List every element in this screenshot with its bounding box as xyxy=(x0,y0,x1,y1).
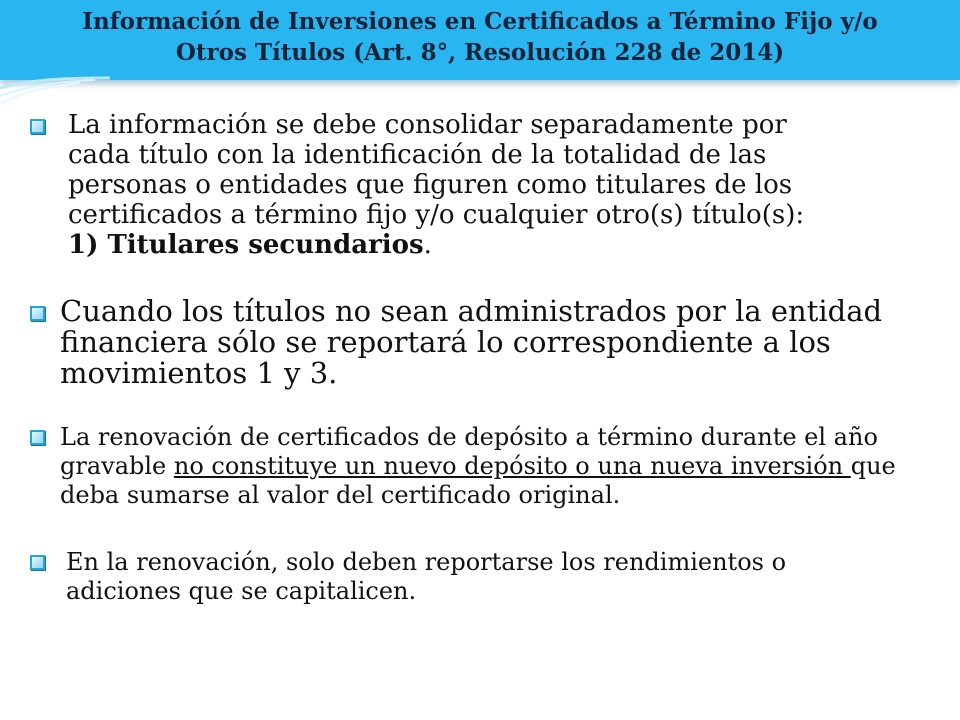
bullet-line: En la renovación, solo deben reportarse los rendimientos o xyxy=(66,548,787,576)
bullet-text xyxy=(60,110,930,260)
decorative-swoosh xyxy=(0,74,110,114)
bullet-line: certificados a término fijo y/o cualquier otro(s) título(s): xyxy=(68,200,805,230)
title-bar xyxy=(0,0,960,80)
bullet-line: financiera sólo se reportará lo correspondiente a los xyxy=(60,325,831,359)
bullet-line: personas o entidades que figuren como titulares de los xyxy=(68,170,793,200)
bullet-pre-text: La renovación de certificados de depósito a término durante el año gravable xyxy=(60,423,878,480)
bullet-line: movimientos 1 y 3. xyxy=(60,356,338,390)
bullet-item-consolidation xyxy=(30,110,930,260)
hollow-square-bullet-icon xyxy=(30,555,45,570)
bullet-item-administration xyxy=(30,296,930,389)
bullet-line: cada título con la identificación de la totalidad de las xyxy=(68,140,767,170)
hollow-square-bullet-icon xyxy=(30,306,45,321)
bullet-line: adiciones que se capitalicen. xyxy=(66,577,417,605)
hollow-square-bullet-icon xyxy=(30,430,45,445)
bullet-item-renewal-reporting xyxy=(30,548,930,606)
slide-title-line-1: Información de Inversiones en Certificados a Término Fijo y/o xyxy=(82,8,878,35)
bullet-line: La información se debe consolidar separadamente por xyxy=(68,110,787,140)
bullet-text xyxy=(60,423,930,510)
bullet-line-end: . xyxy=(423,230,432,260)
bullet-line: Cuando los títulos no sean administrados por la entidad xyxy=(60,294,883,328)
bullet-post-text: que deba sumarse al valor del certificado original. xyxy=(60,452,896,509)
bold-secondary-holders: 1) Titulares secundarios xyxy=(68,230,424,260)
underlined-not-new-deposit: no constituye un nuevo depósito o una nueva inversión xyxy=(173,452,851,480)
bullet-text xyxy=(60,296,930,389)
bullet-text xyxy=(60,548,930,606)
slide-title xyxy=(0,6,960,68)
bullet-item-renewal xyxy=(30,423,930,510)
bullet-list xyxy=(30,110,930,606)
hollow-square-bullet-icon xyxy=(30,119,45,134)
slide-title-line-2: Otros Títulos (Art. 8°, Resolución 228 de 2014) xyxy=(175,39,785,66)
